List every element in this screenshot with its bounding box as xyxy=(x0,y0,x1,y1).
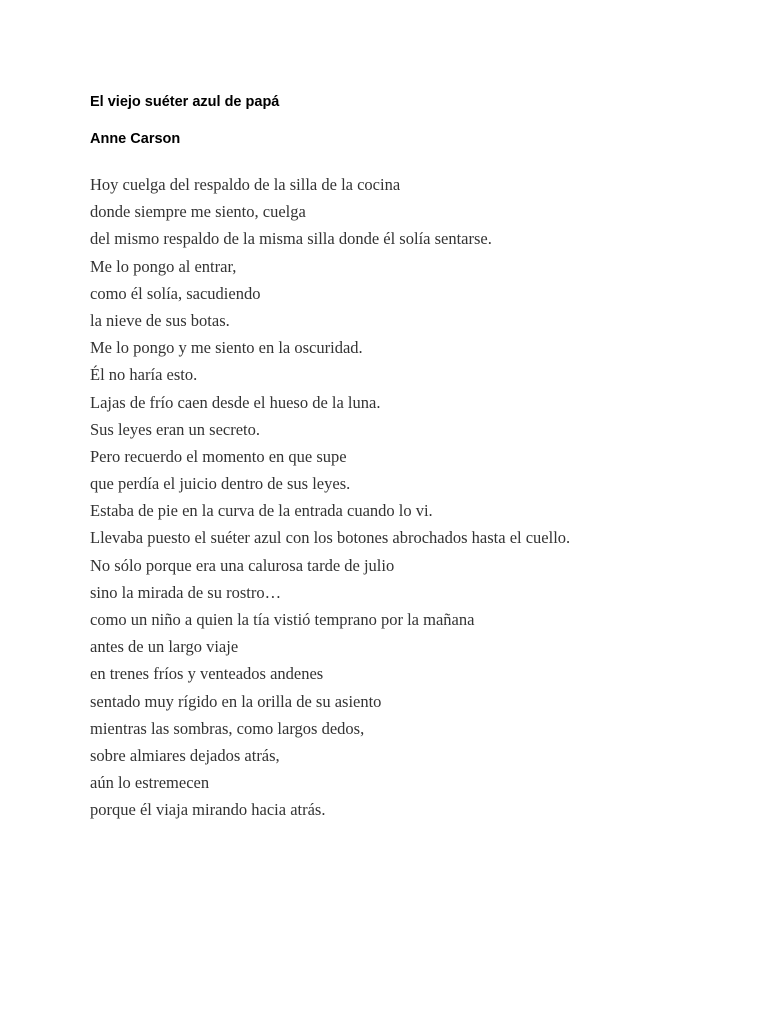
poem-line: como él solía, sacudiendo xyxy=(90,283,261,303)
poem-line: del mismo respaldo de la misma silla donde él solía sentarse. xyxy=(90,229,492,249)
poem-line: Llevaba puesto el suéter azul con los botones abrochados hasta el cuello. xyxy=(90,528,571,548)
poem-line: Lajas de frío caen desde el hueso de la luna. xyxy=(90,392,381,412)
poem-line: Me lo pongo y me siento en la oscuridad. xyxy=(90,338,363,358)
poem-line: como un niño a quien la tía vistió temprano por la mañana xyxy=(90,610,475,629)
poem-line: en trenes fríos y venteados andenes xyxy=(90,664,324,684)
poem-line: sobre almiares dejados atrás, xyxy=(90,745,280,765)
poem-line: donde siempre me siento, cuelga xyxy=(90,202,306,222)
poem-line: aún lo estremecen xyxy=(90,773,210,793)
poem-line: Sus leyes eran un secreto. xyxy=(90,419,260,439)
poem-line: Me lo pongo al entrar, xyxy=(90,256,237,276)
poem-line: la nieve de sus botas. xyxy=(90,310,230,330)
poem-line: sino la mirada de su rostro… xyxy=(90,582,282,602)
poem-line: No sólo porque era una calurosa tarde de julio xyxy=(90,555,395,575)
poem-line: mientras las sombras, como largos dedos, xyxy=(90,718,365,738)
poem-line: porque él viaja mirando hacia atrás. xyxy=(90,800,326,820)
poem-author: Anne Carson xyxy=(90,131,181,147)
poem-body xyxy=(90,171,570,824)
poem-line: sentado muy rígido en la orilla de su asiento xyxy=(90,691,382,711)
poem-line: Estaba de pie en la curva de la entrada cuando lo vi. xyxy=(90,501,433,521)
poem-line: Él no haría esto. xyxy=(90,365,198,385)
poem-title: El viejo suéter azul de papá xyxy=(90,94,280,110)
poem-line: antes de un largo viaje xyxy=(90,637,239,657)
poem-line: Pero recuerdo el momento en que supe xyxy=(90,446,347,466)
poem-line: que perdía el juicio dentro de sus leyes. xyxy=(90,474,351,494)
poem-line: Hoy cuelga del respaldo de la silla de la cocina xyxy=(90,175,401,194)
